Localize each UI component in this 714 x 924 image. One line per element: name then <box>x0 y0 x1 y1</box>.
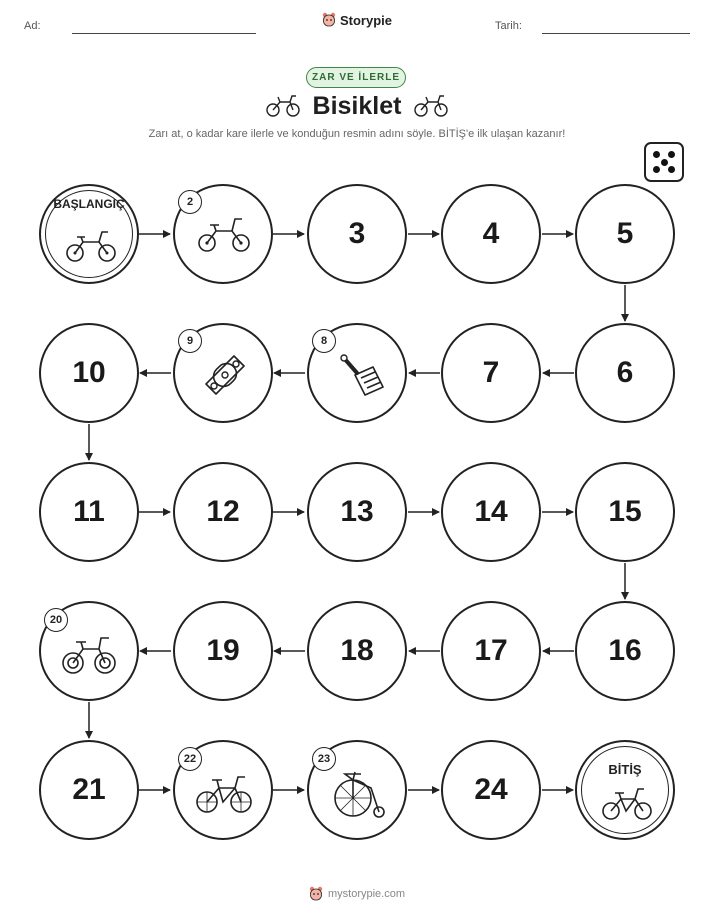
finish-label: BİTİŞ <box>608 762 642 777</box>
instructions: Zarı at, o kadar kare ilerle ve konduğun resmin adını söyle. BİTİŞ'e ilk ulaşan kazanır! <box>148 128 566 140</box>
cell-number-badge: 20 <box>44 608 68 632</box>
cell-10[interactable] <box>39 323 139 423</box>
cell-number-badge: 2 <box>178 190 202 214</box>
tricycle-icon <box>61 633 119 675</box>
cell-18[interactable] <box>307 601 407 701</box>
storypie-mascot-icon <box>309 886 323 902</box>
cell-number: 4 <box>482 217 500 250</box>
page-title: Bisiklet <box>312 92 402 120</box>
cell-number: 11 <box>73 495 105 528</box>
cell-17[interactable] <box>441 601 541 701</box>
cell-7[interactable] <box>441 323 541 423</box>
cell-13[interactable] <box>307 462 407 562</box>
cell-6[interactable] <box>575 323 675 423</box>
start-label: BAŞLANGIÇ <box>53 197 125 211</box>
cell-number: 13 <box>340 495 374 528</box>
penny-farthing-icon <box>331 768 387 820</box>
cell-14[interactable] <box>441 462 541 562</box>
cell-number-badge: 23 <box>312 747 336 771</box>
cell-16[interactable] <box>575 601 675 701</box>
date-label: Tarih: <box>495 20 522 32</box>
name-label: Ad: <box>24 20 41 32</box>
cell-number: 21 <box>72 773 106 806</box>
cell-number: 10 <box>72 356 106 389</box>
cell-number: 14 <box>474 495 508 528</box>
cell-15[interactable] <box>575 462 675 562</box>
cell-number: 12 <box>206 495 240 528</box>
cell-number: 17 <box>474 634 508 667</box>
cell-number-badge: 8 <box>312 329 336 353</box>
brand-name: Storypie <box>339 12 392 28</box>
cell-number: 19 <box>206 634 240 667</box>
bicycle-icon <box>195 772 253 814</box>
chain-link-icon <box>201 351 249 399</box>
cell-number: 16 <box>608 634 642 667</box>
cell-number: 18 <box>340 634 374 667</box>
cell-11[interactable] <box>39 462 139 562</box>
cell-finish[interactable] <box>575 740 675 840</box>
footer-url[interactable]: mystorypie.com <box>327 888 406 900</box>
game-type-badge: ZAR VE İLERLE <box>306 67 406 88</box>
cell-number: 7 <box>482 356 500 389</box>
cell-3[interactable] <box>307 184 407 284</box>
cell-21[interactable] <box>39 740 139 840</box>
bicycle-icon <box>601 784 653 822</box>
balance-bike-icon <box>197 214 251 254</box>
cell-number-badge: 9 <box>178 329 202 353</box>
cell-4[interactable] <box>441 184 541 284</box>
pedal-icon <box>339 353 387 399</box>
cell-number: 5 <box>616 217 634 250</box>
cell-12[interactable] <box>173 462 273 562</box>
cell-number: 15 <box>608 495 642 528</box>
balance-bike-icon <box>65 228 117 264</box>
cell-number: 24 <box>474 773 508 806</box>
cell-start[interactable] <box>39 184 139 284</box>
cell-24[interactable] <box>441 740 541 840</box>
footer <box>0 886 714 902</box>
cell-number-badge: 22 <box>178 747 202 771</box>
cell-number: 6 <box>616 356 634 389</box>
cell-number: 3 <box>348 217 366 250</box>
cell-5[interactable] <box>575 184 675 284</box>
cell-19[interactable] <box>173 601 273 701</box>
